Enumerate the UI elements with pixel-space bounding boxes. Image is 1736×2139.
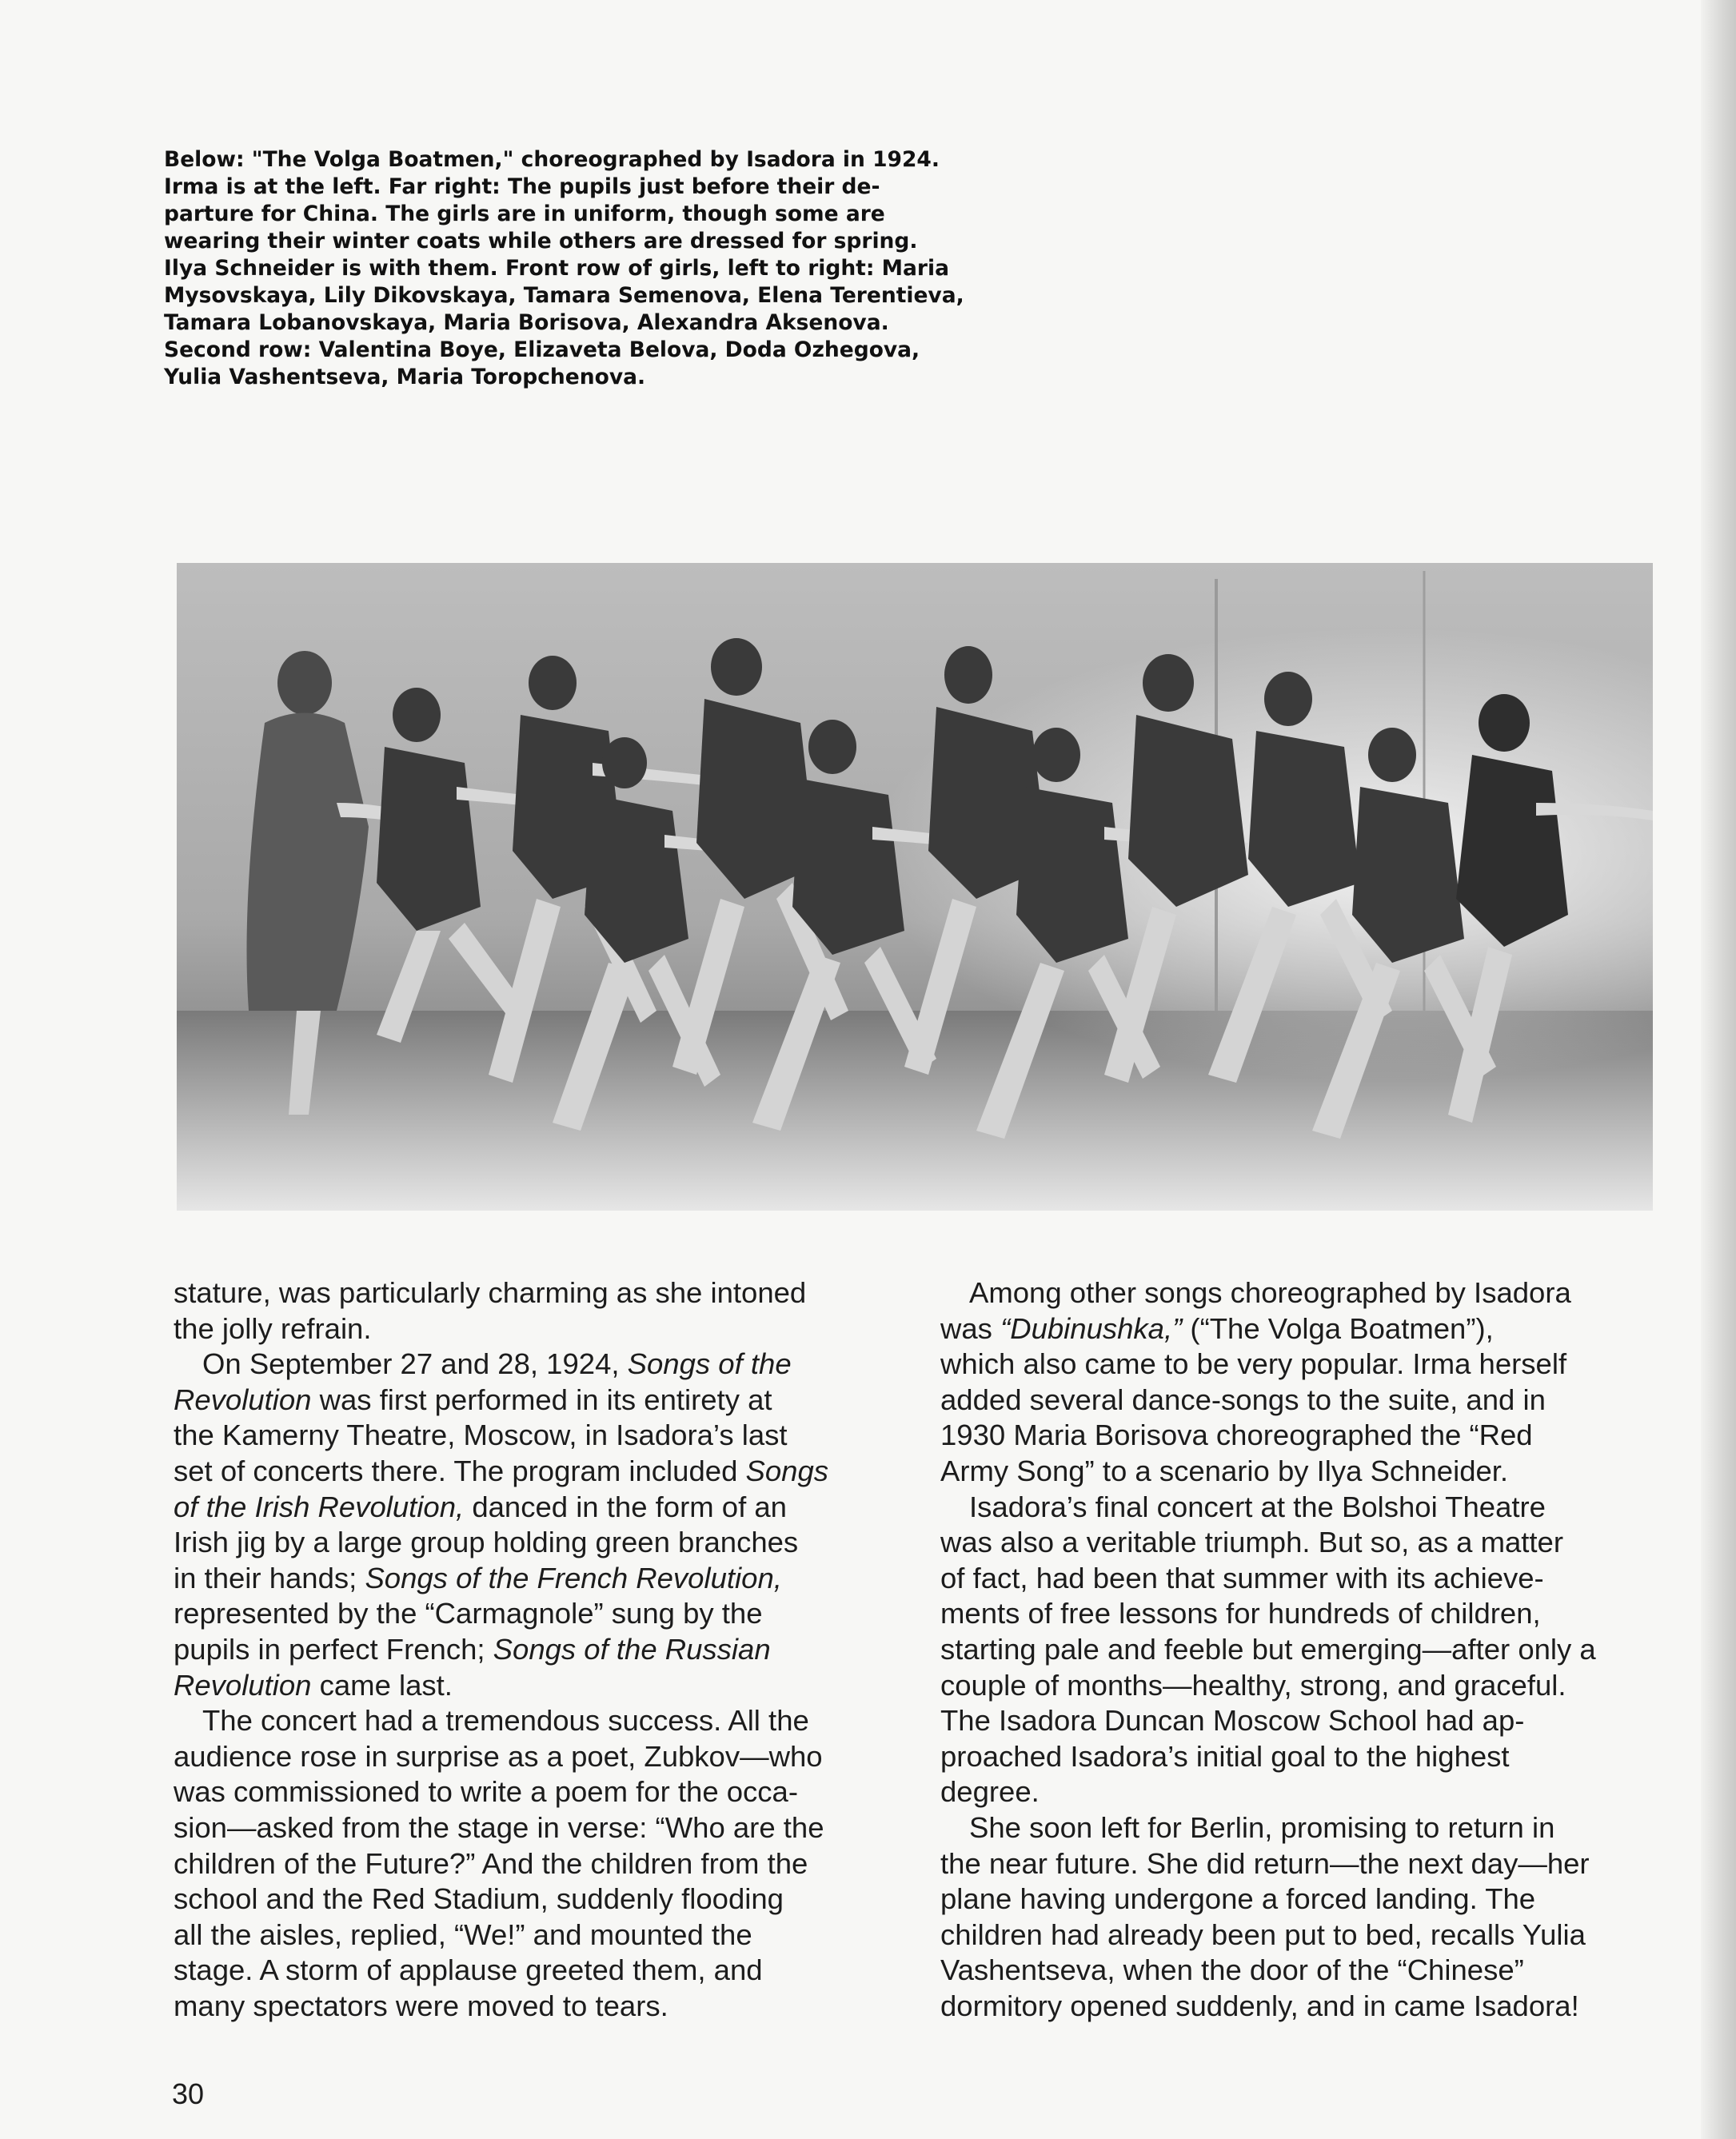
body-text-line: plane having undergone a forced landing. The: [940, 1882, 1536, 1916]
body-text-line: starting pale and feeble but emerging—after only a: [940, 1632, 1596, 1666]
body-text-line: ments of free lessons for hundreds of children,: [940, 1597, 1541, 1630]
body-text-line: of fact, had been that summer with its achieve-: [940, 1561, 1544, 1594]
photo-caption: [164, 146, 964, 391]
body-text-line: stage. A storm of applause greeted them, and: [174, 1953, 763, 1987]
left-text-column: [174, 1275, 909, 2024]
body-text-line: all the aisles, replied, “We!” and mounted the: [174, 1918, 752, 1951]
body-text-line: 1930 Maria Borisova choreographed the “Red: [940, 1419, 1533, 1452]
caption-line: Irma is at the left. Far right: The pupils just before their de-: [164, 174, 880, 199]
body-text-line: in their hands; Songs of the French Revolution,: [174, 1561, 782, 1594]
caption-line: Tamara Lobanovskaya, Maria Borisova, Alexandra Aksenova.: [164, 310, 889, 335]
body-text-line: proached Isadora’s initial goal to the highest: [940, 1739, 1510, 1773]
body-text-line: The concert had a tremendous success. All the: [202, 1704, 809, 1738]
body-text-line: stature, was particularly charming as she intoned: [174, 1276, 807, 1309]
body-text-line: On September 27 and 28, 1924, Songs of the: [202, 1347, 792, 1381]
body-text-line: children of the Future?” And the children from the: [174, 1846, 808, 1880]
body-text-line: was “Dubinushka,” (“The Volga Boatmen”),: [940, 1311, 1494, 1345]
volga-boatmen-photo: [177, 563, 1653, 1211]
body-text-line: degree.: [940, 1775, 1040, 1809]
body-text-line: Isadora’s final concert at the Bolshoi Theatre: [969, 1490, 1546, 1523]
body-text-line: the jolly refrain.: [174, 1311, 372, 1345]
body-text-line: which also came to be very popular. Irma herself: [940, 1347, 1567, 1381]
body-text-line: Vashentseva, when the door of the “Chinese”: [940, 1953, 1524, 1987]
body-text-line: dormitory opened suddenly, and in came Isadora!: [940, 1989, 1579, 2022]
body-text-line: represented by the “Carmagnole” sung by the: [174, 1597, 763, 1630]
body-text-line: She soon left for Berlin, promising to return in: [969, 1810, 1555, 1844]
body-text-line: school and the Red Stadium, suddenly flooding: [174, 1882, 784, 1916]
body-text-line: was commissioned to write a poem for the occa-: [174, 1775, 799, 1809]
body-text-line: Irish jig by a large group holding green branches: [174, 1526, 799, 1559]
body-text-line: set of concerts there. The program included Songs: [174, 1454, 829, 1487]
page-edge-shadow: [1701, 0, 1736, 2139]
body-text-line: Among other songs choreographed by Isadora: [969, 1276, 1571, 1309]
body-text-line: the near future. She did return—the next day—her: [940, 1846, 1590, 1880]
body-text-line: Revolution came last.: [174, 1668, 453, 1702]
body-text-line: the Kamerny Theatre, Moscow, in Isadora’s last: [174, 1419, 788, 1452]
body-text-line: added several dance-songs to the suite, and in: [940, 1383, 1546, 1416]
body-text-line: couple of months—healthy, strong, and graceful.: [940, 1668, 1566, 1702]
caption-line: Ilya Schneider is with them. Front row of girls, left to right: Maria: [164, 256, 949, 281]
body-text-line: sion—asked from the stage in verse: “Who are the: [174, 1810, 824, 1844]
caption-line: parture for China. The girls are in uniform, though some are: [164, 202, 885, 226]
page-number: 30: [172, 2077, 205, 2110]
body-text-line: The Isadora Duncan Moscow School had ap-: [940, 1704, 1525, 1738]
body-text-line: many spectators were moved to tears.: [174, 1989, 668, 2022]
body-text-line: pupils in perfect French; Songs of the Russian: [174, 1632, 771, 1666]
caption-line: Mysovskaya, Lily Dikovskaya, Tamara Semenova, Elena Terentieva,: [164, 283, 964, 308]
right-text-column: [940, 1275, 1684, 2024]
body-text-line: audience rose in surprise as a poet, Zubkov—who: [174, 1739, 823, 1773]
caption-line: Below: "The Volga Boatmen," choreographed by Isadora in 1924.: [164, 147, 940, 172]
body-text-line: children had already been put to bed, recalls Yulia: [940, 1918, 1586, 1951]
caption-line: Second row: Valentina Boye, Elizaveta Belova, Doda Ozhegova,: [164, 337, 920, 362]
body-text-line: Army Song” to a scenario by Ilya Schneider.: [940, 1454, 1509, 1487]
caption-line: wearing their winter coats while others are dressed for spring.: [164, 229, 918, 253]
body-text-line: Revolution was first performed in its entirety at: [174, 1383, 772, 1416]
caption-line: Yulia Vashentseva, Maria Toropchenova.: [164, 365, 646, 389]
body-text-line: was also a veritable triumph. But so, as a matter: [940, 1526, 1564, 1559]
body-text-line: of the Irish Revolution, danced in the form of an: [174, 1490, 787, 1523]
